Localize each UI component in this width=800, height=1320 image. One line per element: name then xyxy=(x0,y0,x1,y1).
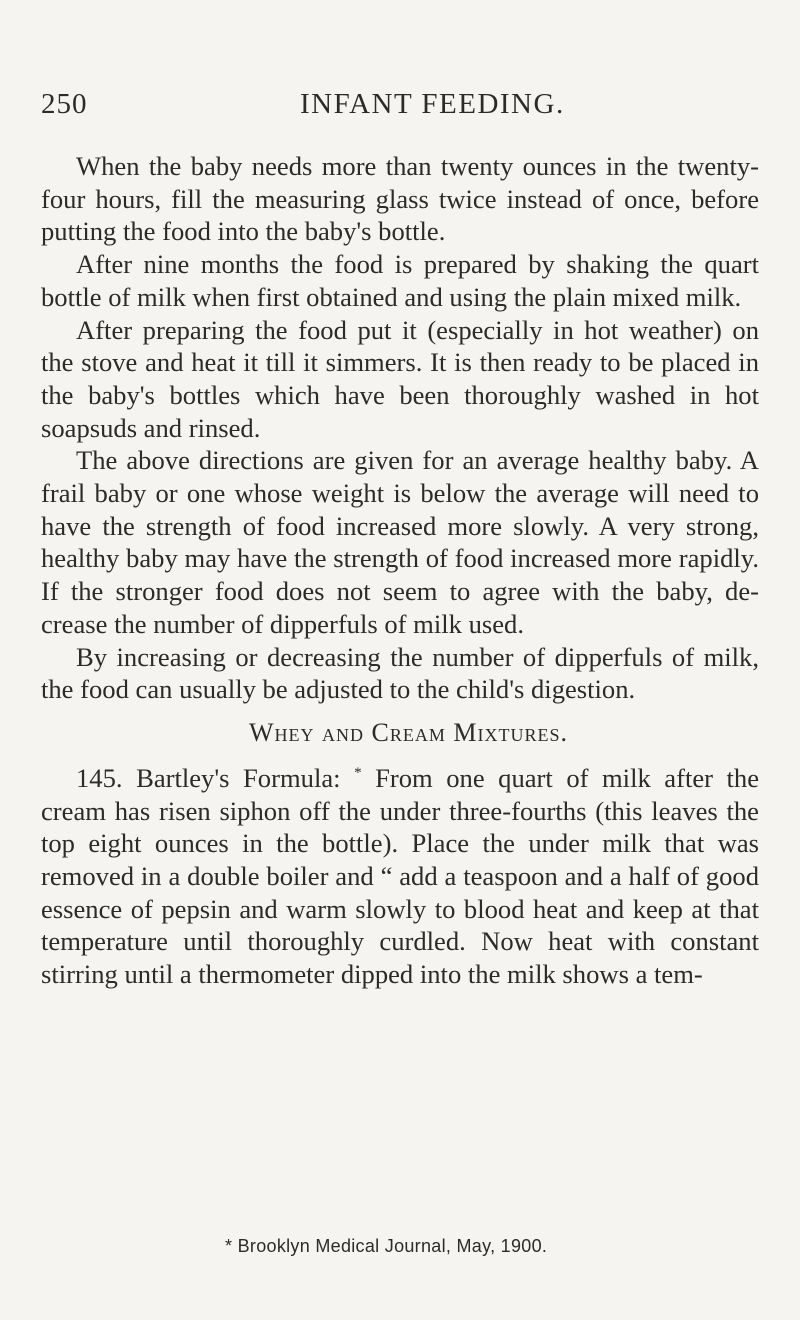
paragraph-measuring-glass: When the baby needs more than twenty ounces in the twenty-four hours, fill the measuring glass twice instead of once, before putting the food into the baby's bottle. xyxy=(41,151,759,247)
footnote: * Brooklyn Medical Journal, May, 1900. xyxy=(225,1236,548,1256)
paragraph-directions: The above directions are given for an average healthy baby. A frail baby or one whose weight is below the average will need to have the strength of food increased more slowly. A very strong, healthy baby may have the strength of food increased more rapidly. If the stronger food does not seem to agree with the baby, de-crease the number of dipperfuls of milk used. xyxy=(41,445,759,639)
body-text xyxy=(41,150,759,991)
footnote-marker: * xyxy=(354,765,362,782)
paragraph-number: 145. xyxy=(76,762,123,793)
paragraph-heating: After preparing the food put it (especially in hot weather) on the stove and heat it till it simmers. It is then ready to be placed in the baby's bottles which have been thoroughly washed in hot soapsuds and rinsed. xyxy=(41,314,759,443)
formula-label: Bartley's Formula: xyxy=(136,762,341,793)
paragraph-145 xyxy=(41,762,759,991)
page-number: 250 xyxy=(41,88,88,120)
formula-text: From one quart of milk after the cream has risen siphon off the under three-fourths (this leaves the top eight ounces in the bottle). Place the under milk that was removed in a double boiler and “ add a teaspoon and a half of good essence of pepsin and warm slowly to blood heat and keep at that temperature until thoroughly curdled. Now heat with constant stirring until a thermometer dipped into the milk shows a tem- xyxy=(41,762,760,990)
paragraph-adjusting: By increasing or decreasing the number of dipperfuls of milk, the food can usually be adjusted to the child's digestion. xyxy=(41,641,759,705)
running-head xyxy=(41,88,761,132)
paragraph-nine-months: After nine months the food is prepared by shaking the quart bottle of milk when first obtained and using the plain mixed milk. xyxy=(41,249,759,312)
section-heading: Whey and Cream Mixtures. xyxy=(249,717,568,747)
running-title: INFANT FEEDING. xyxy=(300,88,565,120)
